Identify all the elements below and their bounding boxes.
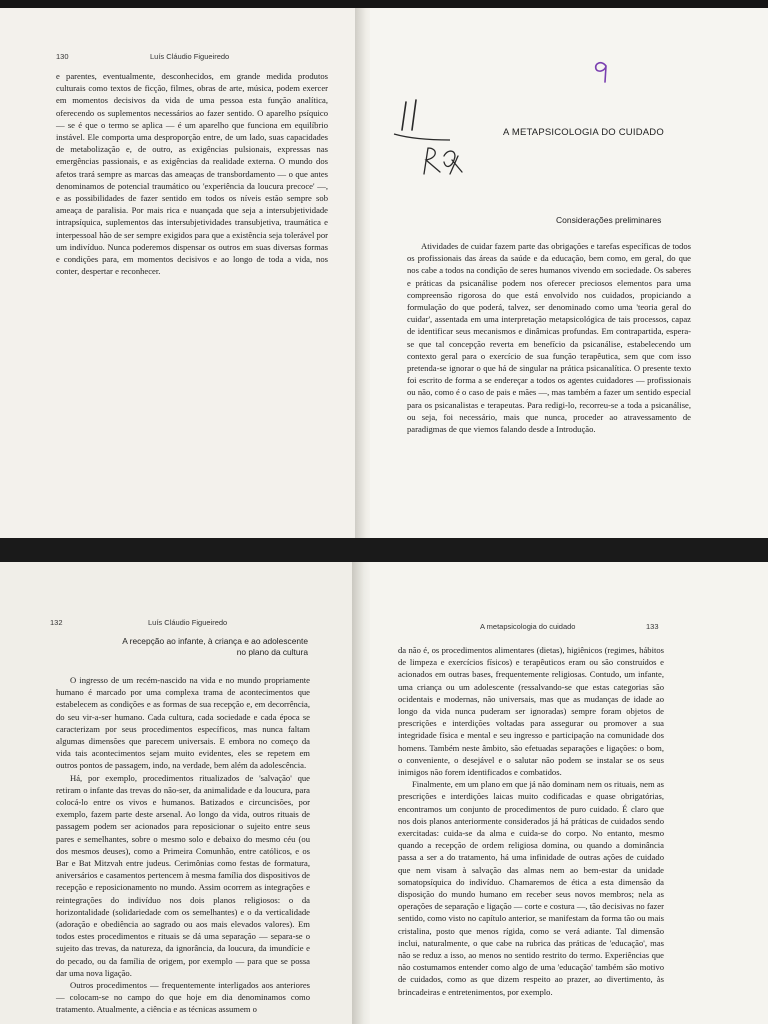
handwritten-page-number	[590, 58, 614, 86]
paragraph: Atividades de cuidar fazem parte das obrigações e tarefas específicas de todos os profissionais das áreas da saúde e da educação, bem como, em geral, do que nos cabe a todos na condição de seres humanos vivendo em sociedade. Os saberes e práticas da psicanálise podem nos oferecer preciosos elementos para uma compreensão rigorosa do que está envolvido nos cuidados, propiciando a formulação do que poderá, talvez, ser denominado como uma 'teoria geral do cuidar', assentada em uma interpretação metapsicológica de tais processos, capaz de identificar seus mecanismos e dinâmicas profundas. Em contrapartida, espera-se que tal concepção reverta em benefício da psicanálise, estabelecendo um contexto geral para o exercício de sua função terapêutica, sem que com isso pretenda-se ignorar o que há de singular na prática psicanalítica. O presente texto foi escrito de forma a se endereçar a todos os agentes cuidadores — profissionais ou não, como é o caso de pais e mães —, mas também a fazer um sentido especial para os psicanalistas e terapeutas. Para redigi-lo, recorreu-se a toda a psicanálise, ou seja, foi necessário, mais que nunca, proceder ao atravessamento de paradigmas de que viemos falando desde a Introdução.	[407, 241, 691, 435]
paragraph: O ingresso de um recém-nascido na vida e no mundo propriamente humano é marcado por uma complexa trama de acontecimentos que estabelecem as condições e as formas de sua recepção e, em decorrência, do seu vir-a-ser humano. Cada cultura, cada sociedade e cada época se caracterizam por seus procedimentos específicos, mas nunca faltam algumas dimensões que parecem universais. E embora no começo da vida tais acontecimentos sejam muito evidentes, eles se repetem em outros pontos de passagem, indo, na verdade, bem além da adolescência.	[56, 675, 310, 771]
running-head: Luís Cláudio Figueiredo	[148, 618, 228, 627]
paragraph: e parentes, eventualmente, desconhecidos, em grande medida produtos culturais como textos de ficção, filmes, obras de arte, música, podem exercer em momentos decisivos da vida de uma pessoa esta função analítica, oferecendo os suplementos necessários ao fazer sentido. O aparelho psíquico — se é que o termo se aplica — é um aparelho que funciona em equilíbrio instável. Ele comporta uma desproporção entre, de um lado, suas capacidades de metabolização e, de outro, as exigências pulsionais, expressas nas emergências passionais, e as exigências da realidade externa. O mundo dos afetos trará sempre as marcas das ameaças de transbordamento — o que antes denominamos de potencial traumático ou 'experiência da loucura precoce' —, e as possibilidades de fazer sentido em todos os níveis estão sempre sob ameaça de paralisia. Por mais rica e nuançada que seja a intersubjetividade intrapsíquica, suplementos das intersubjetividades transubjetiva, traumática e interpessoal hão de ser sempre exigidos para que a existência seja tolerável por um indivíduo. Nunca poderemos dispensar os outros em suas diversas formas e condições para, em momentos decisivos e ao longo de toda a vida, nos conter, despertar e reconhecer.	[56, 71, 328, 277]
page-130	[0, 8, 370, 538]
paragraph: Finalmente, em um plano em que já não dominam nem os rituais, nem as prescrições e interdições laicas muito codificadas e quase obrigatórias, encontramos um conjunto de procedimentos de puro cuidado. É claro que nos dois planos anteriormente considerados já há práticas de cuidados sendo exercitadas: cuida-se da alma e cuida-se do corpo. No entanto, mesmo quando a recepção de ordem religiosa domina, ou quando a dominância passa a ser a do tratamento, há uma infinidade de outras ações de cuidado que nem visam à salvação das almas nem ao bem-estar da unidade somatopsíquica do indivíduo. Chamaremos de ética a esta dimensão da disposição do mundo humano em receber seus novos membros; nela as operações de separação e ligação — corte e costura —, tão decisivas no fazer sentido, como visto no capítulo anterior, se manifestam da forma tão ou mais cristalina, posto que menos rígida, como se verá adiante. Tal dimensão inclui, naturalmente, o que cabe na rubrica das práticas de 'educação', mas não se reduz a isso, ao menos no sentido restrito do termo. Experiências que não costumamos entender como algo de uma 'educação' também são motivo de cuidados, como as que dizem respeito ao prazer, ao divertimento, às brincadeiras e entretenimentos, por exemplo.	[398, 779, 664, 997]
paragraph: Outros procedimentos — frequentemente interligados aos anteriores — colocam-se no campo do que hoje em dia denominamos como tratamento. Atualmente, a ciência e as técnicas assumem o	[56, 980, 310, 1015]
book-gutter	[352, 562, 372, 1024]
section-title-line: A recepção ao infante, à criança e ao adolescente	[122, 636, 308, 646]
page-text	[398, 644, 664, 998]
page-text	[56, 674, 310, 1016]
section-title-line: no plano da cultura	[236, 647, 308, 657]
page-number: 132	[50, 618, 63, 627]
running-head: Luís Cláudio Figueiredo	[150, 52, 230, 61]
page-number: 133	[646, 622, 659, 631]
paragraph: da não é, os procedimentos alimentares (dietas), higiênicos (regimes, hábitos de limpeza e exercícios físicos) e terapêuticos eram ou são construídos e acionados em outras bases, frequentemente religiosas. Contudo, um infante, uma criança ou um adolescente (ressalvando-se que estas categorias são ocidentais e modernas, não universais, mas que as mudanças de idade ao longo da vida nunca puderam ser ignoradas) sempre foram objetos de prescrições e interdições voltadas para assegurar ou promover a sua integridade física e mental e seu ingresso e participação na comunidade dos homens. Também neste âmbito, são efetuadas separações e ligações: o bom, o conveniente, o desejável e o salutar não podem se instalar se os seus inimigos não forem identificados e combatidos.	[398, 645, 664, 778]
page-text	[407, 240, 691, 435]
page-131	[370, 8, 768, 538]
chapter-title: A METAPSICOLOGIA DO CUIDADO	[503, 127, 664, 138]
page-number: 130	[56, 52, 69, 61]
page-133	[370, 562, 768, 1024]
section-title: Considerações preliminares	[556, 215, 662, 225]
scan-border-top	[0, 0, 768, 8]
section-title	[90, 636, 308, 658]
scan-divider	[0, 538, 768, 562]
running-head: A metapsicologia do cuidado	[480, 622, 576, 631]
handwritten-annotation	[388, 90, 478, 190]
page-text	[56, 70, 328, 277]
page-132	[0, 562, 370, 1024]
paragraph: Há, por exemplo, procedimentos ritualizados de 'salvação' que retiram o infante das trevas do não-ser, da animalidade e da loucura, para colocá-lo entre os vivos e humanos. Batizados e circuncisões, por exemplo, fazem parte deste arsenal. Ao longo da vida, outros rituais de passagem podem ser acionados para reposicionar o sujeito entre seus pares e semelhantes, sobre o mesmo solo e debaixo do mesmo céu (ou dos mesmos deuses), como a Primeira Comunhão, entre católicos, e os Bar e Bat Mitzvah entre judeus. Cerimônias como festas de formatura, aniversários e casamentos pertencem à mesma família dos dispositivos de recepção e reposicionamento no mundo. Assim ocorrem as integrações e reintegrações do indivíduo nos dois planos religiosos: o da horizontalidade (solidariedade com os semelhantes) e o da verticalidade (adoração e obediência ao sagrado ou aos mais elevados valores). Em todos estes procedimentos e rituais se dá uma separação — separa-se o sujeito das trevas, da natureza, da ignorância, da loucura, da imundície e do pecado, ou da família de origem, por exemplo — para que se possa dar uma nova ligação.	[56, 772, 310, 978]
